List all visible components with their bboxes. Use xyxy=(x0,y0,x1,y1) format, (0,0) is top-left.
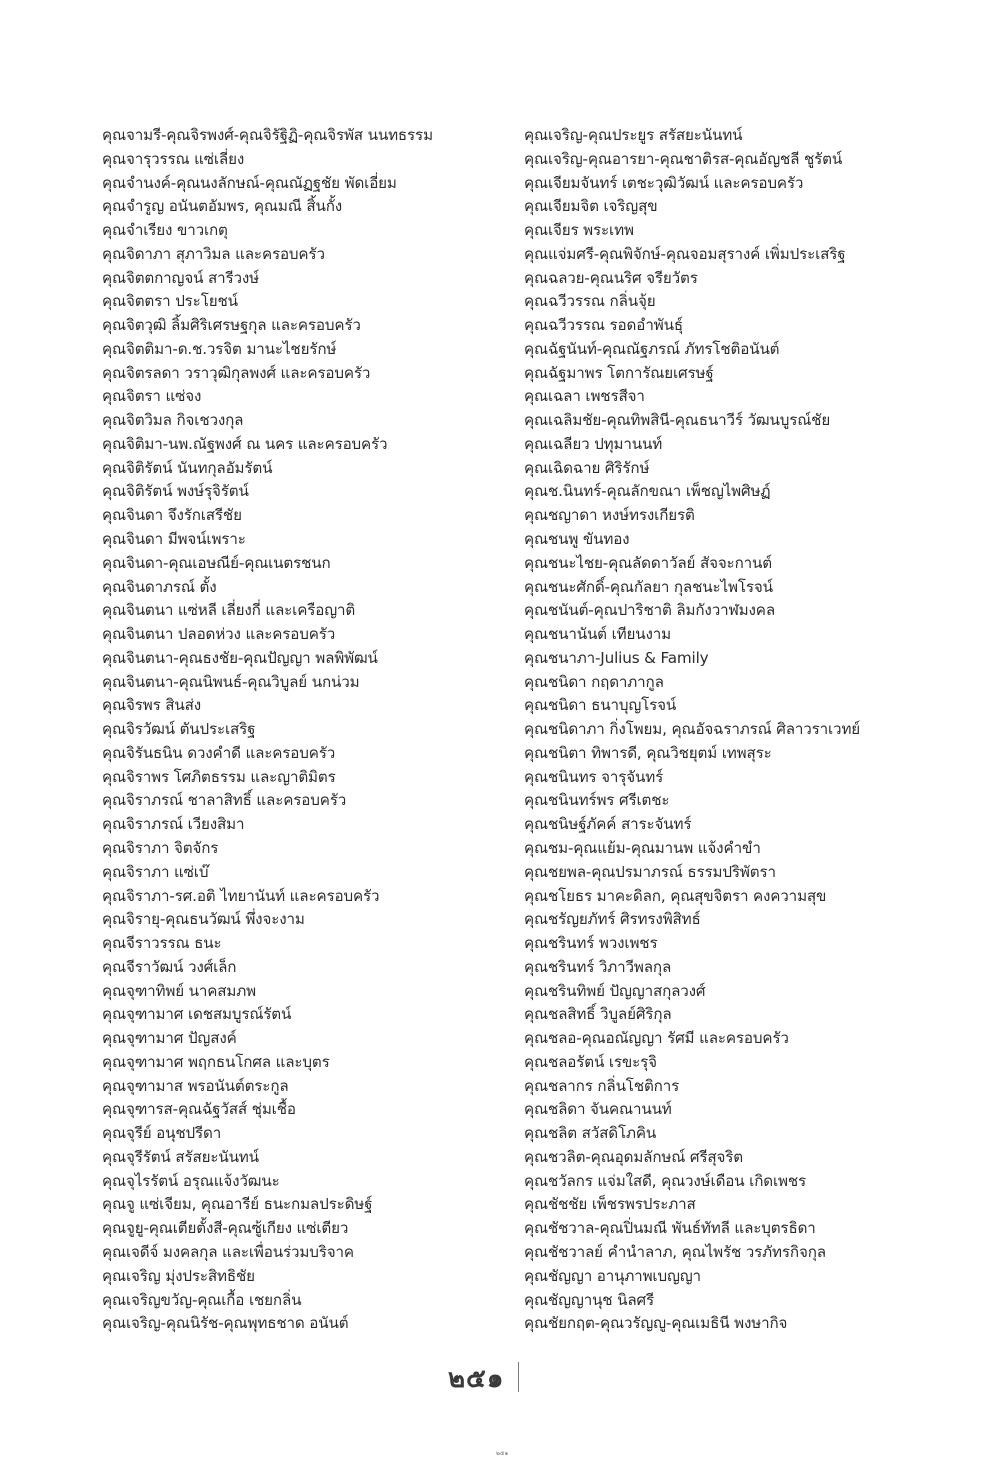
donor-name-entry: คุณจิรันธนิน ดวงคำดี และครอบครัว xyxy=(102,743,336,762)
donor-name-entry: คุณชนพู ขันทอง xyxy=(524,530,630,549)
donor-name-entry: คุณฉลวย-คุณนริศ จรียวัตร xyxy=(524,268,698,287)
donor-name-entry: คุณชัญญานุช นิลศรี xyxy=(524,1290,655,1309)
donor-name-entry: คุณชัยกฤต-คุณวรัญญู-คุณเมธินี พงษากิจ xyxy=(524,1314,788,1333)
donor-name-entry: คุณชนานันต์ เทียนงาม xyxy=(524,625,671,644)
donor-name-entry: คุณจินดา มีพจน์เพราะ xyxy=(102,530,246,549)
donor-name-entry: คุณจุฑามาส พรอนันต์ตระกูล xyxy=(102,1076,289,1095)
donor-name-entry: คุณจิติมา-นพ.ณัฐพงศ์ ณ นคร และครอบครัว xyxy=(102,434,388,453)
donor-name-entry: คุณจิตติมา-ด.ช.วรจิต มานะไชยรักษ์ xyxy=(102,339,337,358)
donor-name-entry: คุณจิรายุ-คุณธนวัฒน์ พึ่งจะงาม xyxy=(102,910,305,929)
donor-name-entry: คุณชนิดาภา กิ่งโพยม, คุณอัจฉราภรณ์ ศิลาวราเวทย์ xyxy=(524,720,861,739)
donor-name-entry: คุณจุฑาทิพย์ นาคสมภพ xyxy=(102,981,257,1000)
donor-name-entry: คุณชวัลกร แจ่มใสดี, คุณวงษ์เดือน เกิดเพชร xyxy=(524,1171,807,1190)
donor-name-entry: คุณจุรีรัตน์ สรัสยะนันทน์ xyxy=(102,1147,259,1166)
donor-name-entry: คุณชนิดา กฤดาภากูล xyxy=(524,672,664,691)
donor-name-entry: คุณจุฑารส-คุณฉัฐวัสส์ ชุ่มเชื้อ xyxy=(102,1100,296,1119)
donor-name-entry: คุณฉวีวรรณ รอดอำพันธุ์ xyxy=(524,316,683,335)
donor-name-entry: คุณจุฑามาศ ปัญสงค์ xyxy=(102,1029,237,1048)
donor-name-entry: คุณชนินทร์พร ศรีเตชะ xyxy=(524,791,670,810)
donor-name-entry: คุณชรินทร์ วิภาวีพลกุล xyxy=(524,957,672,976)
donor-name-entry: คุณจิราภรณ์ ชาลาสิทธิ์ และครอบครัว xyxy=(102,791,347,810)
donor-name-entry: คุณจิติรัตน์ นันทกุลอัมรัตน์ xyxy=(102,458,273,477)
donor-name-entry: คุณจินดา-คุณเอษณีย์-คุณเนตรชนก xyxy=(102,553,331,572)
donor-name-entry: คุณจิราพร โศภิตธรรม และญาติมิตร xyxy=(102,767,336,786)
donor-name-entry: คุณจีราวัฒน์ วงศ์เล็ก xyxy=(102,957,237,976)
donor-name-entry: คุณเจริญ-คุณประยูร สรัสยะนันทน์ xyxy=(524,126,743,144)
donor-name-entry: คุณชรัญยภัทร์ ศิรทรงพิสิทธ์ xyxy=(524,910,701,929)
donor-name-entry: คุณชนิดา ธนาบุญโรจน์ xyxy=(524,696,677,715)
donor-name-entry: คุณเจริญ-คุณอารยา-คุณชาติรส-คุณอัญชลี ชูรัตน์ xyxy=(524,149,843,168)
donor-name-entry: คุณชัชวาล-คุณปิ่นมณี พันธ์ทัทลี และบุตรธิดา xyxy=(524,1219,816,1238)
donor-name-entry: คุณจิตวิมล กิจเชวงกุล xyxy=(102,411,244,430)
page-number: ๒๕๑ xyxy=(448,1364,505,1394)
donor-name-entry: คุณชยพล-คุณปรมาภรณ์ ธรรมปริพัตรา xyxy=(524,862,776,881)
donor-name-entry: คุณจำรูญ อนันตอัมพร, คุณมณี สิ้นกั้ง xyxy=(102,197,342,216)
donor-name-entry: คุณชรินทิพย์ ปัญญาสกุลวงศ์ xyxy=(524,981,706,1000)
page-number-divider xyxy=(518,1362,519,1392)
donor-name-entry: คุณเฉลิมชัย-คุณทิพสินี-คุณธนาวีร์ วัฒนบูรณ์ชัย xyxy=(524,411,831,430)
donor-name-entry: คุณจามรี-คุณจิรพงศ์-คุณจิรัฐิฏิ-คุณจิรพัส นนทธรรม xyxy=(102,126,433,144)
donor-name-entry: คุณจิราภรณ์ เวียงสิมา xyxy=(102,815,245,834)
donor-name-entry: คุณชนะไชย-คุณลัดดาวัลย์ สัจจะกานต์ xyxy=(524,553,772,572)
donor-name-entry: คุณเจียมจิต เจริญสุข xyxy=(524,197,658,216)
donor-name-entry: คุณชัชวาลย์ คำนำลาภ, คุณไพรัช วรภัทรกิจกุล xyxy=(524,1242,826,1261)
donor-name-entry: คุณจิตรา แซ่จง xyxy=(102,387,202,406)
donor-name-entry: คุณจำนงค์-คุณนงลักษณ์-คุณณัฏฐชัย พัดเอี่ยม xyxy=(102,173,397,192)
donor-name-entry: คุณจำเรียง ขาวเกตุ xyxy=(102,221,228,240)
donor-name-entry: คุณจินดาภรณ์ ตั้ง xyxy=(102,577,217,596)
donor-name-entry: คุณฉัฐมาพร โตการัณยเศรษฐ์ xyxy=(524,363,714,382)
donor-name-entry: คุณชัชชัย เพ็ชรพรประภาส xyxy=(524,1195,696,1214)
donor-name-entry: คุณเจดีจ์ มงคลกุล และเพื่อนร่วมบริจาค xyxy=(102,1242,354,1261)
donor-name-entry: คุณจุฑามาศ พฤกธนโกศล และบุตร xyxy=(102,1052,330,1071)
donor-name-entry: คุณจิรพร สินส่ง xyxy=(102,696,201,715)
donor-name-entry: คุณชัญญา อานุภาพเบญญา xyxy=(524,1266,701,1285)
donor-name-entry: คุณจารุวรรณ แซ่เลี่ยง xyxy=(102,149,245,168)
donor-name-entry: คุณจู แซ่เจียม, คุณอารีย์ ธนะกมลประดิษฐ์ xyxy=(102,1195,373,1214)
donor-name-entry: คุณจินดา จึงรักเสรีชัย xyxy=(102,506,242,525)
donor-name-entry: คุณจิตวุฒิ ลิ้มศิริเศรษฐกุล และครอบครัว xyxy=(102,316,361,335)
name-list-left-column xyxy=(102,124,522,1336)
donor-name-entry: คุณชนาภา-Julius & Family xyxy=(524,648,709,667)
donor-name-entry: คุณฉัฐนันท์-คุณณัฐภรณ์ ภัทรโชติอนันต์ xyxy=(524,339,780,358)
donor-name-entry: คุณเฉลา เพชรสีจา xyxy=(524,387,645,406)
donor-name-entry: คุณจินตนา-คุณนิพนธ์-คุณวิบูลย์ นกน่วม xyxy=(102,672,360,691)
donor-name-entry: คุณเจริญ-คุณนิรัช-คุณพุทธชาด อนันต์ xyxy=(102,1314,349,1333)
donor-name-entry: คุณเจริญขวัญ-คุณเกื้อ เชยกลิ่น xyxy=(102,1290,302,1309)
donor-name-entry: คุณชม-คุณแย้ม-คุณมานพ แจ้งคำขำ xyxy=(524,838,761,857)
donor-name-entry: คุณฉวีวรรณ กลิ่นจุ้ย xyxy=(524,292,656,311)
donor-name-entry: คุณชนิษฐ์ภัคค์ สาระจันทร์ xyxy=(524,815,692,834)
donor-name-entry: คุณเฉิดฉาย ศิริรักษ์ xyxy=(524,458,650,477)
donor-name-entry: คุณชลิต สวัสดิโภคิน xyxy=(524,1124,657,1143)
donor-name-entry: คุณจิติรัตน์ พงษ์รุจิรัตน์ xyxy=(102,482,249,501)
donor-name-entry: คุณชญาดา หงษ์ทรงเกียรติ xyxy=(524,506,695,525)
donor-name-entry: คุณเจริญ มุ่งประสิทธิชัย xyxy=(102,1266,255,1285)
donor-name-entry: คุณจุรีย์ อนุชปรีดา xyxy=(102,1124,222,1143)
donor-name-entry: คุณจิตรลดา วราวุฒิกุลพงศ์ และครอบครัว xyxy=(102,363,371,382)
donor-name-entry: คุณชนิตา ทิพารดี, คุณวิชยุตม์ เทพสุระ xyxy=(524,743,772,762)
footer-page-mark: ๒๕๑ xyxy=(496,1450,509,1457)
donor-name-entry: คุณชวลิต-คุณอุดมลักษณ์ ศรีสุจริต xyxy=(524,1147,743,1166)
donor-name-entry: คุณจีราวรรณ ธนะ xyxy=(102,934,222,953)
donor-name-entry: คุณแจ่มศรี-คุณพิจักษ์-คุณจอมสุรางค์ เพิ่มประเสริฐ xyxy=(524,244,846,263)
donor-name-entry: คุณจิราภา-รศ.อติ ไทยานันท์ และครอบครัว xyxy=(102,886,380,905)
donor-name-entry: คุณชนะศักดิ์-คุณกัลยา กุลชนะไพโรจน์ xyxy=(524,577,773,596)
donor-name-entry: คุณจิดาภา สุภาวิมล และครอบครัว xyxy=(102,244,325,263)
donor-name-entry: คุณจินตนา แซ่หลี เลี่ยงกี่ และเครือญาติ xyxy=(102,601,356,620)
name-list-right-column xyxy=(524,124,924,1336)
donor-name-entry: คุณจุไรรัตน์ อรุณแจ้งวัฒนะ xyxy=(102,1171,280,1190)
donor-name-entry: คุณจินตนา ปลอดห่วง และครอบครัว xyxy=(102,625,336,644)
donor-name-entry: คุณจิราภา จิตจักร xyxy=(102,838,219,857)
donor-name-entry: คุณจิตตกาญจน์ สารีวงษ์ xyxy=(102,268,260,287)
donor-name-entry: คุณชลอ-คุณอณัญญา รัศมี และครอบครัว xyxy=(524,1029,789,1048)
donor-name-entry: คุณเฉลียว ปทุมานนท์ xyxy=(524,434,663,453)
donor-name-entry: คุณจินตนา-คุณธงชัย-คุณปัญญา พลพิพัฒน์ xyxy=(102,648,378,667)
donor-name-entry: คุณเจียร พระเทพ xyxy=(524,221,634,240)
donor-name-entry: คุณจิตตรา ประโยชน์ xyxy=(102,292,238,311)
donor-name-entry: คุณชลสิทธิ์ วิบูลย์ศิริกุล xyxy=(524,1005,672,1024)
donor-name-entry: คุณชนันต์-คุณปาริชาติ ลิมกังวาฬมงคล xyxy=(524,601,775,620)
donor-name-entry: คุณจุฑามาศ เดชสมบูรณ์รัตน์ xyxy=(102,1005,292,1024)
donor-name-entry: คุณชลากร กลิ่นโชติการ xyxy=(524,1076,680,1095)
donor-name-entry: คุณจูยู-คุณเตียตั้งสี-คุณซู้เกียง แซ่เตียว xyxy=(102,1219,349,1238)
donor-name-entry: คุณชโยธร มาคะดิลก, คุณสุขจิตรา คงความสุข xyxy=(524,886,827,905)
donor-name-entry: คุณจิรวัฒน์ ตันประเสริฐ xyxy=(102,720,256,739)
donor-name-entry: คุณชนินทร จารุจันทร์ xyxy=(524,767,664,786)
donor-name-entry: คุณชลอรัตน์ เรขะรุจิ xyxy=(524,1052,657,1071)
donor-name-entry: คุณชลิดา จันคณานนท์ xyxy=(524,1100,672,1119)
donor-name-entry: คุณช.นินทร์-คุณลักขณา เพ็ชญไพศิษฏ์ xyxy=(524,482,771,501)
donor-name-entry: คุณเจียมจันทร์ เตชะวุฒิวัฒน์ และครอบครัว xyxy=(524,173,804,192)
donor-name-entry: คุณชรินทร์ พวงเพชร xyxy=(524,934,658,953)
donor-name-entry: คุณจิราภา แซ่เบ๊ xyxy=(102,862,209,881)
